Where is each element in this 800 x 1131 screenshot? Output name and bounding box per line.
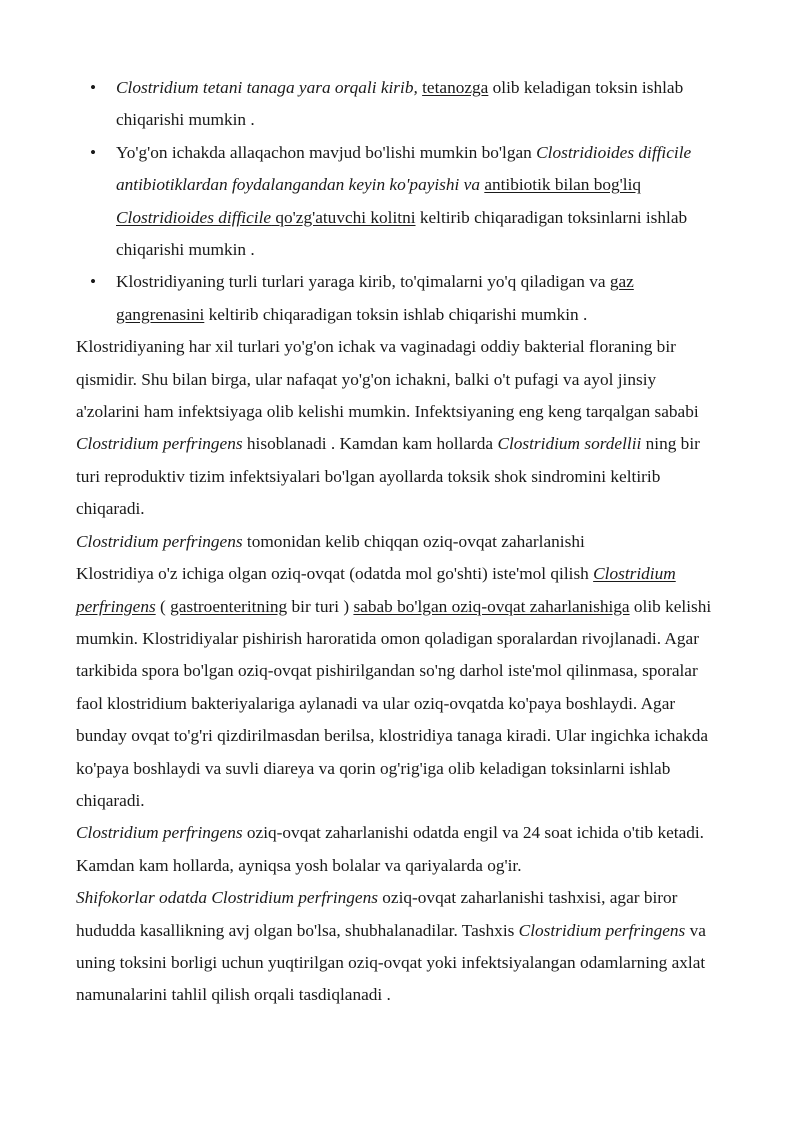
list-item — [76, 72, 724, 137]
species-name: Clostridium perfringens — [76, 823, 243, 843]
body-text: hisoblanadi . Kamdan kam hollarda — [242, 434, 498, 454]
species-name: Clostridium perfringens — [76, 434, 243, 454]
body-text: Yo'g'on ichakda allaqachon mavjud bo'lishi mumkin bo'lgan — [116, 142, 537, 162]
list-item — [76, 266, 724, 331]
body-text: va uning toksini borligi uchun yuqtirilgan oziq-ovqat yoki infektsiyalangan odamlarning axlat namunalarini tahlil qilish orqali tasdiqlanadi . — [76, 920, 706, 1005]
species-name: Clostridium sordellii — [497, 434, 642, 454]
species-name: Clostridium perfringens — [76, 531, 243, 551]
species-name: Clostridioides difficile antibiotiklardan foydalangandan keyin ko'payishi va — [116, 142, 692, 195]
species-name: Shifokorlar odatda Clostridium perfringens — [76, 888, 378, 908]
body-text: olib keladigan toksin ishlab chiqarishi mumkin . — [116, 78, 684, 130]
paragraph — [76, 331, 724, 525]
body-text: ning bir turi reproduktiv tizim infektsiyalari bo'lgan ayollarda toksik shok sindromini keltirib chiqaradi. — [76, 434, 700, 519]
heading-text: tomonidan kelib chiqqan oziq-ovqat zaharlanishi — [242, 531, 585, 551]
body-text: Klostridiyaning har xil turlari yo'g'on ichak va vaginadagi oddiy bakterial floraning bir qismidir. Shu bilan birga, ular nafaqat yo'g'on ichakni, balki o't pufagi va ayol jinsiy a'zolarini ham infektsiyaga olib kelishi mumkin. Infektsiyaning eng keng tarqalgan sababi — [76, 337, 699, 422]
link-gastroenteritis[interactable]: gastroenteritning — [170, 596, 288, 616]
species-name: Clostridioides difficile — [116, 207, 272, 227]
body-text: Klostridiya o'z ichiga olgan oziq-ovqat (odatda mol go'shti) iste'mol qilish — [76, 564, 594, 584]
link-text: antibiotik bilan bog'liq — [484, 175, 642, 195]
body-text: olib kelishi mumkin. Klostridiyalar pishirish haroratida omon qoladigan sporalardan rivojlanadi. Agar tarkibida spora bo'lgan oziq-ovqat pishirilgandan so'ng darhol iste'mol qilinmasa, sporalar faol klostridium bakteriyalariga aylanadi va ular oziq-ovqatda ko'paya boshlaydi. Agar bunday ovqat to'g'ri qizdirilmasdan berilsa, klostridiya tanaga kiradi. Ular ingichka ichakda ko'paya boshlaydi va suvli diareya va qorin og'rig'iga olib keladigan toksinlarni ishlab chiqaradi. — [76, 596, 712, 810]
bullet-list — [76, 72, 724, 331]
body-text: bir turi ) — [287, 596, 354, 616]
paragraph — [76, 558, 724, 817]
species-name: Clostridium tetani tanaga yara orqali kirib, — [116, 78, 418, 97]
body-text: keltirib chiqaradigan toksinlarni ishlab chiqarishi mumkin . — [116, 207, 688, 260]
list-item — [76, 137, 724, 267]
species-name: Clostridium perfringens — [518, 920, 686, 940]
section-heading — [76, 526, 724, 558]
body-text: oziq-ovqat zaharlanishi odatda engil va 24 soat ichida o'tib ketadi. Kamdan kam hollarda, ayniqsa yosh bolalar va qariyalarda og'ir. — [76, 823, 704, 875]
body-text: ( — [155, 596, 171, 616]
link-text: qo'zg'atuvchi kolitni — [271, 207, 416, 227]
body-text: Klostridiyaning turli turlari yaraga kirib, to'qimalarni yo'q qiladigan va — [116, 272, 610, 292]
species-name: Clostridium perfringens — [76, 564, 676, 616]
link-gas-gangrene[interactable]: gaz gangrenasini — [116, 272, 634, 324]
body-text: keltirib chiqaradigan toksin ishlab chiqarishi mumkin . — [204, 304, 588, 324]
link-food-poisoning[interactable]: sabab bo'lgan oziq-ovqat zaharlanishiga — [353, 596, 630, 616]
link-tetanus[interactable]: tetanozga — [422, 78, 489, 97]
paragraph — [76, 817, 724, 882]
paragraph — [76, 882, 724, 1012]
body-text: oziq-ovqat zaharlanishi tashxisi, agar biror hududda kasallikning avj olgan bo'lsa, shubhalanadilar. Tashxis — [76, 888, 678, 940]
